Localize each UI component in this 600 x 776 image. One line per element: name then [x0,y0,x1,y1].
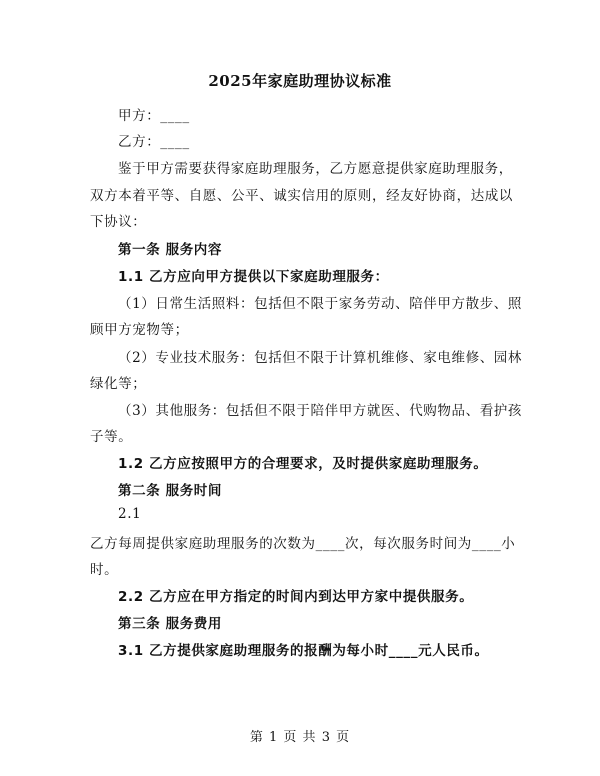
item-2-line-1: （2）专业技术服务：包括但不限于计算机维修、家电维修、园林 [118,350,522,366]
item-1-line-1: （1）日常生活照料：包括但不限于家务劳动、陪伴甲方散步、照 [118,296,522,312]
item-3-line-2: 子等。 [90,429,133,445]
item-3-line-1: （3）其他服务：包括但不限于陪伴甲方就医、代购物品、看护孩 [118,403,522,419]
clause-3-1: 3.1 乙方提供家庭助理服务的报酬为每小时____元人民币。 [118,643,489,659]
clause-1-1: 1.1 乙方应向甲方提供以下家庭助理服务： [118,269,389,285]
clause-2-1-line-2: 时。 [90,562,119,578]
item-1-line-2: 顾甲方宠物等； [90,322,189,338]
article-1-heading: 第一条 服务内容 [118,242,222,258]
article-3-heading: 第三条 服务费用 [118,616,222,632]
clause-2-1-number: 2.1 [118,506,142,522]
party-a-line: 甲方：____ [118,108,190,124]
clause-1-2: 1.2 乙方应按照甲方的合理要求，及时提供家庭助理服务。 [118,456,488,472]
preamble-line-3: 下协议： [90,214,147,230]
party-b-line: 乙方：____ [118,134,190,150]
clause-2-1-line-1: 乙方每周提供家庭助理服务的次数为____次，每次服务时间为____小 [90,536,516,552]
page-footer: 第 1 页 共 3 页 [249,730,351,745]
article-2-heading: 第二条 服务时间 [118,483,222,499]
preamble-line-2: 双方本着平等、自愿、公平、诚实信用的原则，经友好协商，达成以 [90,188,513,204]
item-2-line-2: 绿化等； [90,376,147,392]
preamble-line-1: 鉴于甲方需要获得家庭助理服务，乙方愿意提供家庭助理服务， [118,161,513,177]
clause-2-2: 2.2 乙方应在甲方指定的时间内到达甲方家中提供服务。 [118,589,474,605]
document-title: 2025年家庭助理协议标准 [208,72,392,90]
